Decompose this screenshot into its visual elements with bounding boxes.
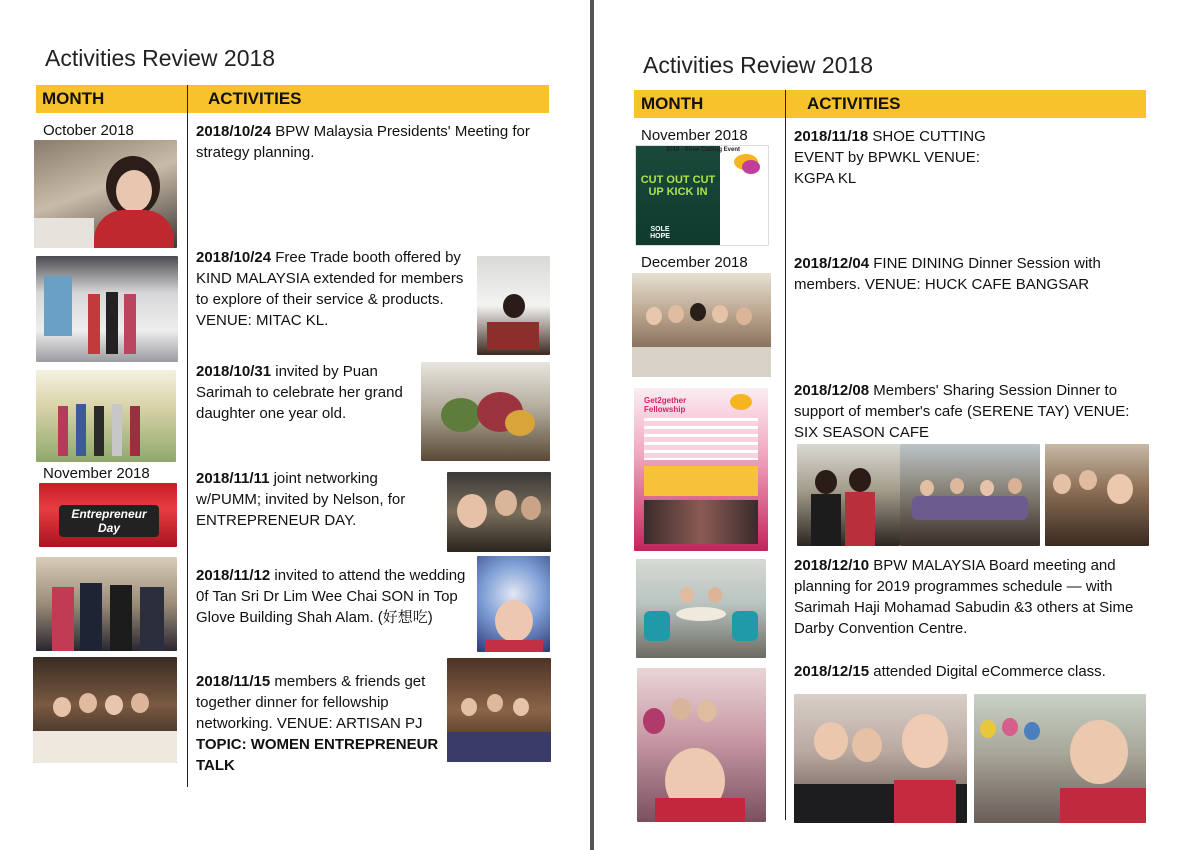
- ecommerce-class-photo-3: [974, 694, 1146, 823]
- page-divider: [590, 0, 594, 850]
- activity-entry: [196, 361, 416, 424]
- activity-text: SHOE CUTTING EVENT by BPWKL VENUE: KGPA KL: [794, 128, 986, 187]
- activity-topic: TOPIC: WOMEN ENTREPRENEUR TALK: [196, 736, 439, 774]
- activity-text: attended Digital eCommerce class.: [869, 663, 1106, 680]
- activity-date: 2018/12/08: [794, 382, 870, 399]
- activity-date: 2018/10/24: [196, 123, 272, 140]
- poster-headline: CUT OUT CUT UP KICK IN: [640, 174, 716, 198]
- activity-entry: [794, 126, 1004, 189]
- activity-text: joint networking w/PUMM; invited by Nelson, for ENTREPRENEUR DAY.: [196, 470, 406, 529]
- activity-date: 2018/10/24: [196, 249, 272, 266]
- table-header: [634, 90, 1146, 118]
- activity-text: BPW Malaysia Presidents' Meeting for strategy planning.: [196, 123, 530, 161]
- table-header: [36, 85, 549, 113]
- left-page: [0, 0, 590, 850]
- activity-entry: [794, 253, 1129, 295]
- activity-date: 2018/12/04: [794, 255, 870, 272]
- month-label: November 2018: [43, 465, 150, 482]
- activity-entry: [794, 380, 1134, 443]
- activity-text: invited by Puan Sarimah to celebrate her grand daughter one year old.: [196, 363, 403, 422]
- shoe-cutting-poster: 2018 - Shoe Cutting Event CUT OUT CUT UP KICK IN SOLE HOPE: [635, 145, 769, 246]
- booth-product-photo: [477, 256, 550, 355]
- activity-entry: [196, 565, 471, 628]
- activity-entry: [196, 468, 421, 531]
- activity-date: 2018/11/11: [196, 470, 270, 487]
- dinner-talk-photo: [447, 658, 551, 762]
- activity-text: Members' Sharing Session Dinner to support of member's cafe (SERENE TAY) VENUE: SIX SEASON CAFE: [794, 382, 1130, 441]
- wedding-photo: [36, 557, 177, 651]
- ecommerce-class-photo-2: [794, 694, 967, 823]
- month-header: MONTH: [42, 89, 105, 108]
- booth-photo: [36, 256, 178, 362]
- activity-text: FINE DINING Dinner Session with members. VENUE: HUCK CAFE BANGSAR: [794, 255, 1101, 293]
- activity-entry: [196, 247, 471, 331]
- page-title: Activities Review 2018: [643, 52, 874, 78]
- month-label: November 2018: [641, 127, 748, 144]
- column-separator: [785, 90, 786, 820]
- networking-selfie-photo: [447, 472, 551, 552]
- activity-date: 2018/10/31: [196, 363, 272, 380]
- page-title: Activities Review 2018: [45, 45, 276, 71]
- activity-text: BPW MALAYSIA Board meeting and planning for 2019 programmes schedule — with Sarimah Haji Mohamad Sabudin &3 others at Sime Darby Convention Centre.: [794, 557, 1134, 637]
- column-separator: [187, 85, 188, 787]
- board-meeting-photo: [636, 559, 766, 658]
- activity-date: 2018/11/12: [196, 567, 271, 584]
- activity-date: 2018/12/15: [794, 663, 870, 680]
- activity-text: invited to attend the wedding 0f Tan Sri Dr Lim Wee Chai SON in Top Glove Building Shah Alam. (好想吃): [196, 567, 466, 626]
- activity-date: 2018/11/18: [794, 128, 869, 145]
- month-header: MONTH: [641, 94, 704, 113]
- activities-header: ACTIVITIES: [807, 94, 901, 113]
- month-label: December 2018: [641, 254, 748, 271]
- fellowship-poster: Get2gether Fellowship: [634, 388, 768, 551]
- month-label: October 2018: [43, 122, 134, 139]
- cafe-photo-2: [900, 444, 1040, 546]
- entrepreneur-day-photo: Entrepreneur Day: [39, 483, 177, 547]
- activity-text: members & friends get together dinner for fellowship networking. VENUE: ARTISAN PJ: [196, 673, 426, 732]
- activity-entry: [196, 121, 546, 163]
- activity-date: 2018/11/15: [196, 673, 271, 690]
- poster-logo: SOLE HOPE: [650, 226, 670, 240]
- cafe-photo-1: [797, 444, 900, 546]
- activity-date: 2018/12/10: [794, 557, 870, 574]
- activities-header: ACTIVITIES: [208, 89, 302, 108]
- celebration-photo: [36, 370, 176, 462]
- wedding-selfie-photo: [477, 556, 550, 652]
- flower-display-photo: [421, 362, 550, 461]
- ecommerce-class-photo-1: [637, 668, 766, 822]
- activity-entry: [196, 671, 441, 776]
- activity-text: Free Trade booth offered by KIND MALAYSIA extended for members to explore of their service & products. VENUE: MITAC KL.: [196, 249, 464, 329]
- cafe-selfie-photo: [1045, 444, 1149, 546]
- right-page: [596, 0, 1186, 850]
- activity-entry: [794, 555, 1144, 639]
- meeting-photo: [34, 140, 177, 248]
- dinner-group-photo: [33, 657, 177, 763]
- activity-entry: [794, 661, 1144, 682]
- fine-dining-photo: [632, 273, 771, 377]
